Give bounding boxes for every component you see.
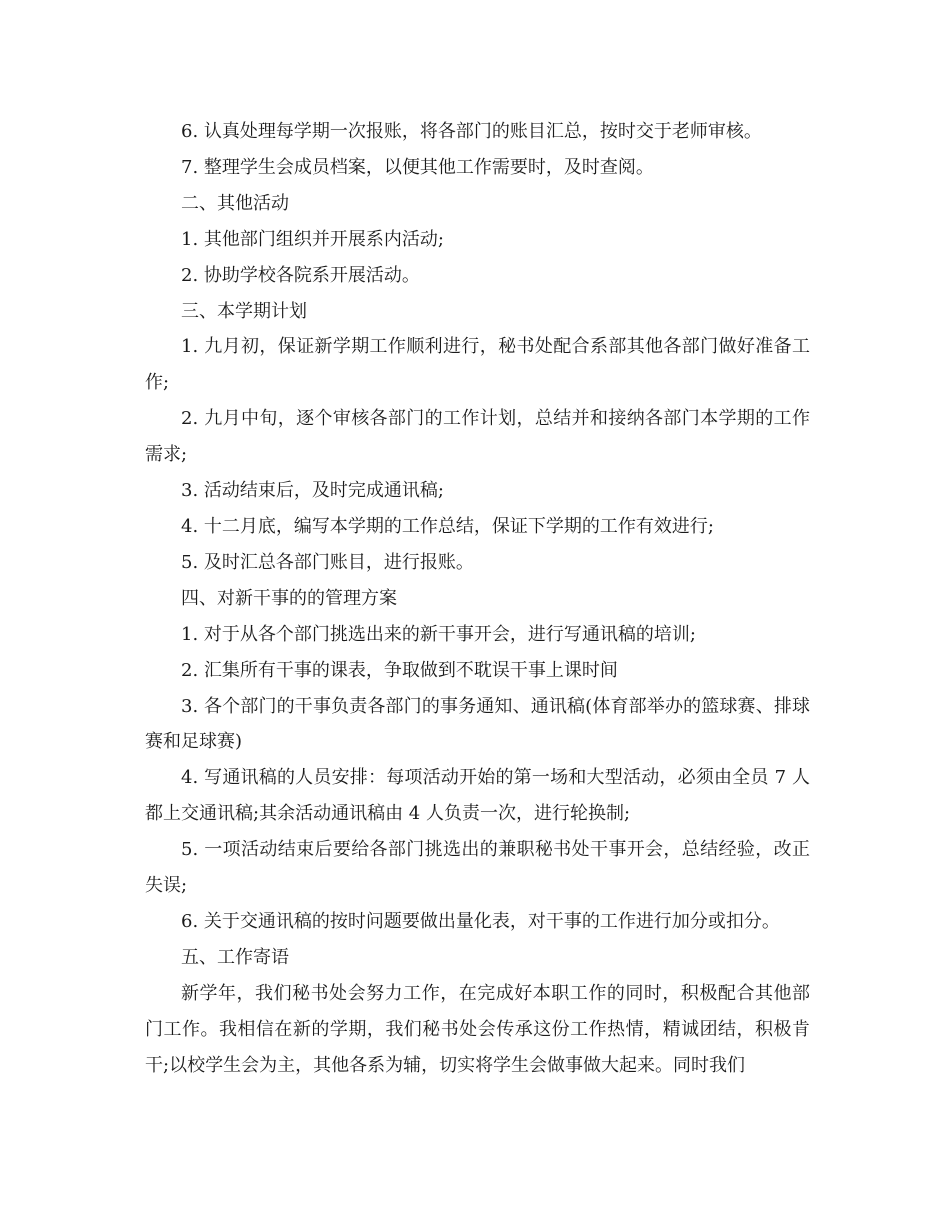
- section-heading: 四、对新干事的的管理方案: [181, 587, 397, 609]
- document-body: [145, 114, 810, 1083]
- paragraph: 6. 关于交通讯稿的按时问题要做出量化表，对干事的工作进行加分或扣分。: [181, 910, 780, 932]
- paragraph: 4. 写通讯稿的人员安排：每项活动开始的第一场和大型活动，必须由全员 7 人都上交通讯稿;其余活动通讯稿由 4 人负责一次，进行轮换制;: [145, 767, 810, 825]
- paragraph: 6. 认真处理每学期一次报账，将各部门的账目汇总，按时交于老师审核。: [181, 121, 762, 142]
- paragraph: 3. 各个部门的干事负责各部门的事务通知、通讯稿(体育部举办的篮球赛、排球赛和足球赛): [145, 695, 810, 753]
- paragraph: 新学年，我们秘书处会努力工作，在完成好本职工作的同时，积极配合其他部门工作。我相信在新的学期，我们秘书处会传承这份工作热情，精诚团结，积极肯干;以校学生会为主，其他各系为辅，切实将学生会做事做大起来。同时我们: [145, 982, 810, 1076]
- paragraph: 1. 其他部门组织并开展系内活动;: [181, 228, 444, 250]
- paragraph: 7. 整理学生会成员档案，以便其他工作需要时，及时查阅。: [181, 156, 654, 178]
- paragraph: 2. 协助学校各院系开展活动。: [181, 264, 420, 286]
- section-heading: 五、工作寄语: [181, 946, 289, 968]
- paragraph: 1. 九月初，保证新学期工作顺利进行，秘书处配合系部其他各部门做好准备工作;: [145, 336, 810, 394]
- paragraph: 5. 及时汇总各部门账目，进行报账。: [181, 551, 474, 573]
- paragraph: 5. 一项活动结束后要给各部门挑选出的兼职秘书处干事开会，总结经验，改正失误;: [145, 839, 810, 897]
- paragraph: 3. 活动结束后，及时完成通讯稿;: [181, 480, 444, 502]
- section-heading: 三、本学期计划: [181, 300, 307, 322]
- paragraph: 2. 汇集所有干事的课表，争取做到不耽误干事上课时间: [181, 659, 618, 681]
- paragraph: 4. 十二月底，编写本学期的工作总结，保证下学期的工作有效进行;: [181, 515, 714, 537]
- paragraph: 1. 对于从各个部门挑选出来的新干事开会，进行写通讯稿的培训;: [181, 623, 696, 645]
- paragraph: 2. 九月中旬，逐个审核各部门的工作计划，总结并和接纳各部门本学期的工作需求;: [145, 408, 810, 466]
- section-heading: 二、其他活动: [181, 192, 289, 214]
